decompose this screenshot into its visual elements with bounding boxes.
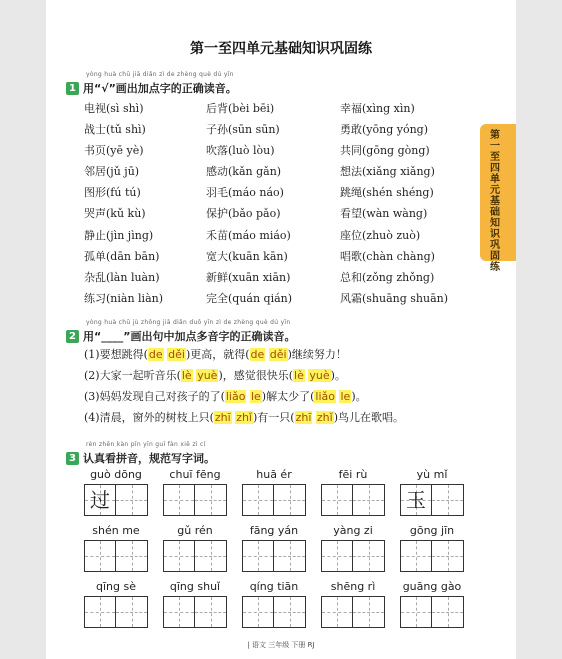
- tianzige-cell[interactable]: [432, 596, 464, 628]
- sentence-text: (3)妈妈发现自己对孩子的了(: [84, 390, 225, 403]
- word-choice-item[interactable]: 保护(bǎo pǎo): [206, 207, 281, 221]
- polyphone-sentence: [84, 388, 484, 409]
- word-writing-group: [163, 580, 227, 628]
- sentence-text: )，感觉很快乐(: [218, 369, 294, 382]
- tianzige-cell[interactable]: [321, 484, 353, 516]
- word-writing-group: [84, 468, 148, 516]
- word-choice-item[interactable]: 宽大(kuān kān): [206, 249, 288, 263]
- writing-row: [84, 524, 474, 580]
- pinyin-option[interactable]: lè: [181, 369, 192, 382]
- word-choice-item[interactable]: 子孙(sūn sūn): [206, 123, 280, 137]
- sentence-text: )更高，就得(: [185, 348, 250, 361]
- word-writing-group: [321, 468, 385, 516]
- pinyin-label: shén me: [92, 524, 140, 537]
- word-row: [84, 269, 484, 290]
- word-row: [84, 184, 484, 205]
- pinyin-option[interactable]: de: [148, 348, 163, 361]
- tianzige-cell[interactable]: [242, 484, 274, 516]
- pinyin-label: fēi rù: [338, 468, 368, 481]
- polyphone-sentence: [84, 409, 484, 430]
- word-row: [84, 142, 484, 163]
- pinyin-label: shēng rì: [330, 580, 376, 593]
- word-choice-item[interactable]: 电视(sì shì): [84, 102, 144, 115]
- pinyin-label: qīng sè: [96, 580, 136, 593]
- pinyin-option[interactable]: zhǐ: [316, 411, 333, 424]
- tianzige-cell[interactable]: [84, 484, 116, 516]
- tianzige-cell[interactable]: [84, 540, 116, 572]
- word-choice-item[interactable]: 杂乱(làn luàn): [84, 270, 160, 284]
- sentence-text: (2)大家一起听音乐(: [84, 369, 181, 382]
- word-choice-item[interactable]: 完全(quán qián): [206, 291, 293, 305]
- word-choice-item[interactable]: 静止(jìn jìng): [84, 228, 154, 242]
- word-choice-item[interactable]: 风霜(shuāng shuān): [340, 291, 449, 305]
- polyphone-sentence: [84, 367, 484, 388]
- word-choice-item[interactable]: 羽毛(máo náo): [206, 186, 284, 200]
- tianzige-cell[interactable]: [242, 540, 274, 572]
- sentence-text: )鸟儿在歌唱。: [333, 411, 405, 424]
- tianzige-cell[interactable]: [432, 540, 464, 572]
- pinyin-option[interactable]: zhī: [214, 411, 231, 424]
- tianzige-cell[interactable]: [163, 484, 195, 516]
- word-row: [84, 248, 484, 269]
- word-choice-item[interactable]: 书页(yē yè): [84, 144, 144, 158]
- word-choice-item[interactable]: 勇敢(yōng yóng): [340, 123, 429, 137]
- tianzige-cell[interactable]: [432, 484, 464, 516]
- pinyin-option[interactable]: děi: [168, 348, 185, 361]
- pinyin-option[interactable]: liǎo: [315, 390, 335, 403]
- word-choice-item[interactable]: 新鲜(xuān xiān): [206, 270, 291, 284]
- word-choice-item[interactable]: 看望(wàn wàng): [340, 207, 428, 221]
- pinyin-option[interactable]: zhǐ: [236, 411, 252, 424]
- tianzige-cell[interactable]: [116, 540, 148, 572]
- tianzige-cell[interactable]: [116, 596, 148, 628]
- tianzige-cell[interactable]: [195, 596, 227, 628]
- tianzige-cell[interactable]: [400, 596, 432, 628]
- pinyin-option[interactable]: le: [340, 390, 351, 403]
- word-row: [84, 205, 484, 226]
- pinyin-label: yàng zi: [333, 524, 373, 537]
- pinyin-option[interactable]: zhī: [295, 411, 312, 424]
- tianzige-cell[interactable]: [274, 540, 306, 572]
- sentence-text: )。: [330, 369, 346, 382]
- word-choice-item[interactable]: 禾苗(máo miáo): [206, 228, 291, 242]
- section-3-pinyin: rèn zhēn kàn pīn yīn guī fàn xiě zì cí: [86, 441, 206, 448]
- tianzige-cell[interactable]: [353, 484, 385, 516]
- word-writing-group: [163, 524, 227, 572]
- section-1-instruction: 用“√”画出加点字的正确读音。: [83, 82, 237, 95]
- section-1-heading: [66, 71, 237, 96]
- word-choice-item[interactable]: 战士(tǔ shì): [84, 123, 146, 137]
- word-row: [84, 100, 484, 121]
- pinyin-option[interactable]: lè: [294, 369, 304, 382]
- tianzige-cell[interactable]: [163, 596, 195, 628]
- word-choice-item[interactable]: 跳绳(shén shéng): [340, 186, 434, 200]
- pinyin-label: guò dōng: [90, 468, 142, 481]
- tianzige-cell[interactable]: [163, 540, 195, 572]
- section-2-pinyin: yòng huà chū jù zhōng jiā diǎn duō yīn zì de zhèng què dú yīn: [86, 319, 291, 326]
- page-footer: | 语文 三年级 下册 RJ: [247, 641, 315, 649]
- pinyin-label: gǔ rén: [177, 524, 213, 537]
- polyphone-sentence: [84, 346, 484, 367]
- tianzige-cell[interactable]: [400, 540, 432, 572]
- section-2-instruction: 用“____”画出句中加点多音字的正确读音。: [83, 330, 296, 343]
- tianzige-cell[interactable]: [116, 484, 148, 516]
- pinyin-option[interactable]: liǎo: [225, 390, 246, 403]
- section-3-heading: [66, 441, 215, 466]
- section-3-number: 3: [66, 452, 79, 465]
- pinyin-label: yù mǐ: [416, 468, 448, 481]
- pinyin-option[interactable]: yuè: [197, 369, 218, 382]
- word-row: [84, 121, 484, 142]
- pinyin-option[interactable]: yuè: [309, 369, 330, 382]
- word-writing-group: [400, 468, 464, 516]
- pinyin-label: huā ér: [256, 468, 292, 481]
- sentence-text: )有一只(: [253, 411, 295, 424]
- pinyin-label: qíng tiān: [249, 580, 299, 593]
- side-tab-label: 第一至四单元基础知识巩固练: [490, 130, 500, 273]
- tianzige-cell[interactable]: [274, 596, 306, 628]
- section-1-pinyin: yòng huà chū jiā diǎn zì de zhèng què dú yīn: [86, 71, 234, 78]
- section-1-word-grid: [84, 100, 484, 311]
- pinyin-option[interactable]: děi: [269, 348, 287, 361]
- pinyin-label: chuī fēng: [169, 468, 221, 481]
- writing-row: [84, 468, 474, 524]
- word-row: [84, 227, 484, 248]
- tianzige-cell[interactable]: [274, 484, 306, 516]
- word-choice-item[interactable]: 想法(xiǎng xiǎng): [340, 165, 435, 179]
- tianzige-cell[interactable]: [242, 596, 274, 628]
- word-row: [84, 163, 484, 184]
- page-title: 第一至四单元基础知识巩固练: [190, 41, 372, 57]
- word-row: [84, 290, 484, 311]
- section-3-writing-grid: [84, 468, 474, 636]
- word-choice-item[interactable]: 图形(fú tú): [84, 186, 141, 200]
- tianzige-cell[interactable]: [195, 484, 227, 516]
- word-choice-item[interactable]: 邻居(jǔ jū): [84, 165, 140, 179]
- tianzige-cell[interactable]: [321, 596, 353, 628]
- pinyin-label: guāng gào: [402, 580, 462, 593]
- word-writing-group: [400, 524, 464, 572]
- pinyin-label: fāng yán: [249, 524, 299, 537]
- section-1-number: 1: [66, 82, 79, 95]
- word-writing-group: [242, 524, 306, 572]
- pinyin-label: gōng jīn: [409, 524, 455, 537]
- word-choice-item[interactable]: 吹落(luò lòu): [206, 144, 275, 158]
- tianzige-cell[interactable]: [321, 540, 353, 572]
- section-2-heading: [66, 319, 296, 344]
- word-choice-item[interactable]: 后背(bèi bēi): [206, 102, 275, 115]
- writing-row: [84, 580, 474, 636]
- word-choice-item[interactable]: 总和(zǒng zhǒng): [340, 270, 435, 284]
- word-choice-item[interactable]: 唱歌(chàn chàng): [340, 249, 435, 263]
- cell-character: 过: [90, 488, 110, 512]
- word-writing-group: [242, 468, 306, 516]
- sentence-text: )继续努力！: [287, 348, 347, 361]
- tianzige-cell[interactable]: [195, 540, 227, 572]
- word-writing-group: [84, 580, 148, 628]
- tianzige-cell[interactable]: [353, 596, 385, 628]
- word-writing-group: [321, 524, 385, 572]
- word-choice-item[interactable]: 幸福(xìng xìn): [340, 102, 415, 115]
- pinyin-option[interactable]: le: [250, 390, 261, 403]
- chapter-side-tab[interactable]: [480, 124, 516, 273]
- word-choice-item[interactable]: 感动(kǎn gǎn): [206, 165, 282, 179]
- section-2-number: 2: [66, 330, 79, 343]
- word-choice-item[interactable]: 练习(niàn liàn): [84, 291, 164, 305]
- word-writing-group: [163, 468, 227, 516]
- word-choice-item[interactable]: 哭声(kǔ kù): [84, 207, 146, 221]
- word-choice-item[interactable]: 孤单(dān bān): [84, 249, 160, 263]
- sentence-text: )。: [351, 390, 367, 403]
- pinyin-label: qīng shuǐ: [169, 580, 221, 593]
- word-writing-group: [242, 580, 306, 628]
- word-writing-group: [400, 580, 464, 628]
- section-3-instruction: 认真看拼音，规范写字词。: [83, 452, 215, 465]
- word-choice-item[interactable]: 座位(zhuò zuò): [340, 228, 421, 242]
- sentence-text: (4)清晨，窗外的树枝上只(: [84, 411, 214, 424]
- word-writing-group: [84, 524, 148, 572]
- section-2-sentences: [84, 346, 484, 430]
- sentence-text: (1)要想跳得(: [84, 348, 148, 361]
- cell-character: 玉: [406, 488, 426, 512]
- word-choice-item[interactable]: 共同(gōng gòng): [340, 144, 430, 158]
- tianzige-cell[interactable]: [84, 596, 116, 628]
- pinyin-option[interactable]: de: [250, 348, 265, 361]
- tianzige-cell[interactable]: [400, 484, 432, 516]
- sentence-text: )解太少了(: [261, 390, 315, 403]
- tianzige-cell[interactable]: [353, 540, 385, 572]
- word-writing-group: [321, 580, 385, 628]
